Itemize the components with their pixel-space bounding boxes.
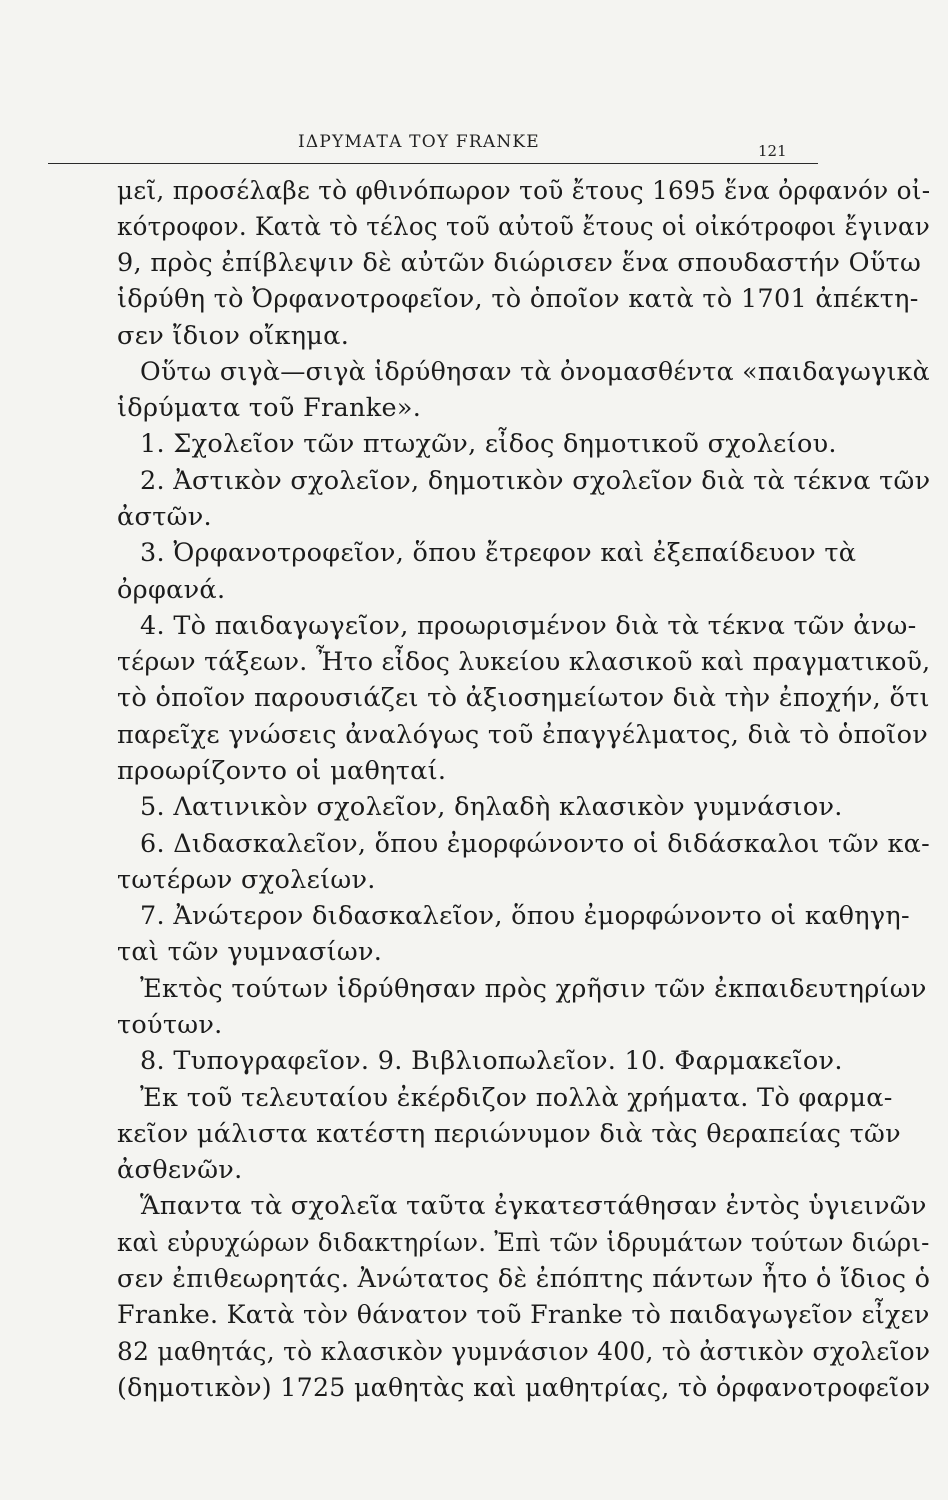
text-line: παρεῖχε γνώσεις ἀναλόγως τοῦ ἐπαγγέλματος, διὰ τὸ ὁποῖον — [117, 720, 929, 750]
text-line: 9, πρὸς ἐπίβλεψιν δὲ αὐτῶν διώρισεν ἕνα σπουδαστήν Οὕτω — [117, 248, 922, 278]
text-line: ἀσθενῶν. — [117, 1155, 243, 1185]
text-line: 1. Σχολεῖον τῶν πτωχῶν, εἶδος δημοτικοῦ σχολείου. — [140, 429, 837, 459]
text-line: Ἐκ τοῦ τελευταίου ἐκέρδιζον πολλὰ χρήματα. Τὸ φαρμα- — [140, 1083, 893, 1113]
text-line: 5. Λατινικὸν σχολεῖον, δηλαδὴ κλασικὸν γυμνάσιον. — [140, 792, 843, 822]
text-line: τὸ ὁποῖον παρουσιάζει τὸ ἀξιοσημείωτον διὰ τὴν ἐποχήν, ὅτι — [117, 683, 930, 713]
running-header — [48, 130, 818, 164]
text-line: μεῖ, προσέλαβε τὸ φθινόπωρον τοῦ ἔτους 1695 ἕνα ὀρφανόν οἰ- — [117, 176, 931, 206]
text-line: Franke. Κατὰ τὸν θάνατον τοῦ Franke τὸ παιδαγωγεῖον εἶχεν — [117, 1300, 930, 1330]
text-line: 6. Διδασκαλεῖον, ὅπου ἐμορφώνοντο οἱ διδάσκαλοι τῶν κα- — [140, 829, 931, 859]
text-line: ἱδρύθη τὸ Ὀρφανοτροφεῖον, τὸ ὁποῖον κατὰ τὸ 1701 ἀπέκτη- — [117, 284, 919, 314]
running-title: ΙΔΡΥΜΑΤΑ ΤΟΥ FRANKE — [298, 132, 540, 152]
text-line: τωτέρων σχολείων. — [117, 865, 376, 895]
body-text — [22, 175, 931, 1475]
text-line: ἱδρύματα τοῦ Franke». — [117, 393, 422, 423]
text-line: Οὕτω σιγὰ—σιγὰ ἱδρύθησαν τὰ ὀνομασθέντα «παιδαγωγικὰ — [140, 357, 930, 387]
text-line: Ἅπαντα τὰ σχολεῖα ταῦτα ἐγκατεστάθησαν ἐντὸς ὑγιεινῶν — [140, 1191, 927, 1221]
text-line: 3. Ὀρφανοτροφεῖον, ὅπου ἔτρεφον καὶ ἐξεπαίδευον τὰ — [140, 538, 857, 568]
text-line: τέρων τάξεων. Ἦτο εἶδος λυκείου κλασικοῦ καὶ πραγματικοῦ, — [117, 647, 931, 677]
text-line: σεν ἐπιθεωρητάς. Ἀνώτατος δὲ ἐπόπτης πάντων ἦτο ὁ ἴδιος ὁ — [117, 1264, 931, 1294]
text-line: τούτων. — [117, 1010, 223, 1040]
text-line: Ἐκτὸς τούτων ἱδρύθησαν πρὸς χρῆσιν τῶν ἐκπαιδευτηρίων — [140, 974, 927, 1004]
text-line: (δημοτικὸν) 1725 μαθητὰς καὶ μαθητρίας, τὸ ὀρφανοτροφεῖον — [117, 1373, 931, 1403]
text-line: κεῖον μάλιστα κατέστη περιώνυμον διὰ τὰς θεραπείας τῶν — [117, 1119, 901, 1149]
header-rule — [48, 163, 818, 164]
text-line: 8. Τυπογραφεῖον. 9. Βιβλιοπωλεῖον. 10. Φαρμακεῖον. — [140, 1046, 843, 1076]
text-line: σεν ἴδιον οἴκημα. — [117, 321, 350, 351]
text-line: ἀστῶν. — [117, 502, 212, 532]
text-line: 82 μαθητάς, τὸ κλασικὸν γυμνάσιον 400, τὸ ἀστικὸν σχολεῖον — [117, 1337, 931, 1367]
text-line: κότροφον. Κατὰ τὸ τέλος τοῦ αὐτοῦ ἔτους οἱ οἰκότροφοι ἔγιναν — [117, 212, 931, 242]
text-line: ὀρφανά. — [117, 575, 226, 605]
text-line: ταὶ τῶν γυμνασίων. — [117, 937, 383, 967]
text-line: 2. Ἀστικὸν σχολεῖον, δημοτικὸν σχολεῖον διὰ τὰ τέκνα τῶν — [140, 466, 931, 496]
text-line: 4. Τὸ παιδαγωγεῖον, προωρισμένον διὰ τὰ τέκνα τῶν ἀνω- — [140, 611, 917, 641]
text-line: καὶ εὐρυχώρων διδακτηρίων. Ἐπὶ τῶν ἱδρυμάτων τούτων διώρι- — [117, 1228, 930, 1258]
text-line: προωρίζοντο οἱ μαθηταί. — [117, 756, 447, 786]
text-line: 7. Ἀνώτερον διδασκαλεῖον, ὅπου ἐμορφώνοντο οἱ καθηγη- — [140, 901, 910, 931]
page-number: 121 — [758, 142, 787, 160]
